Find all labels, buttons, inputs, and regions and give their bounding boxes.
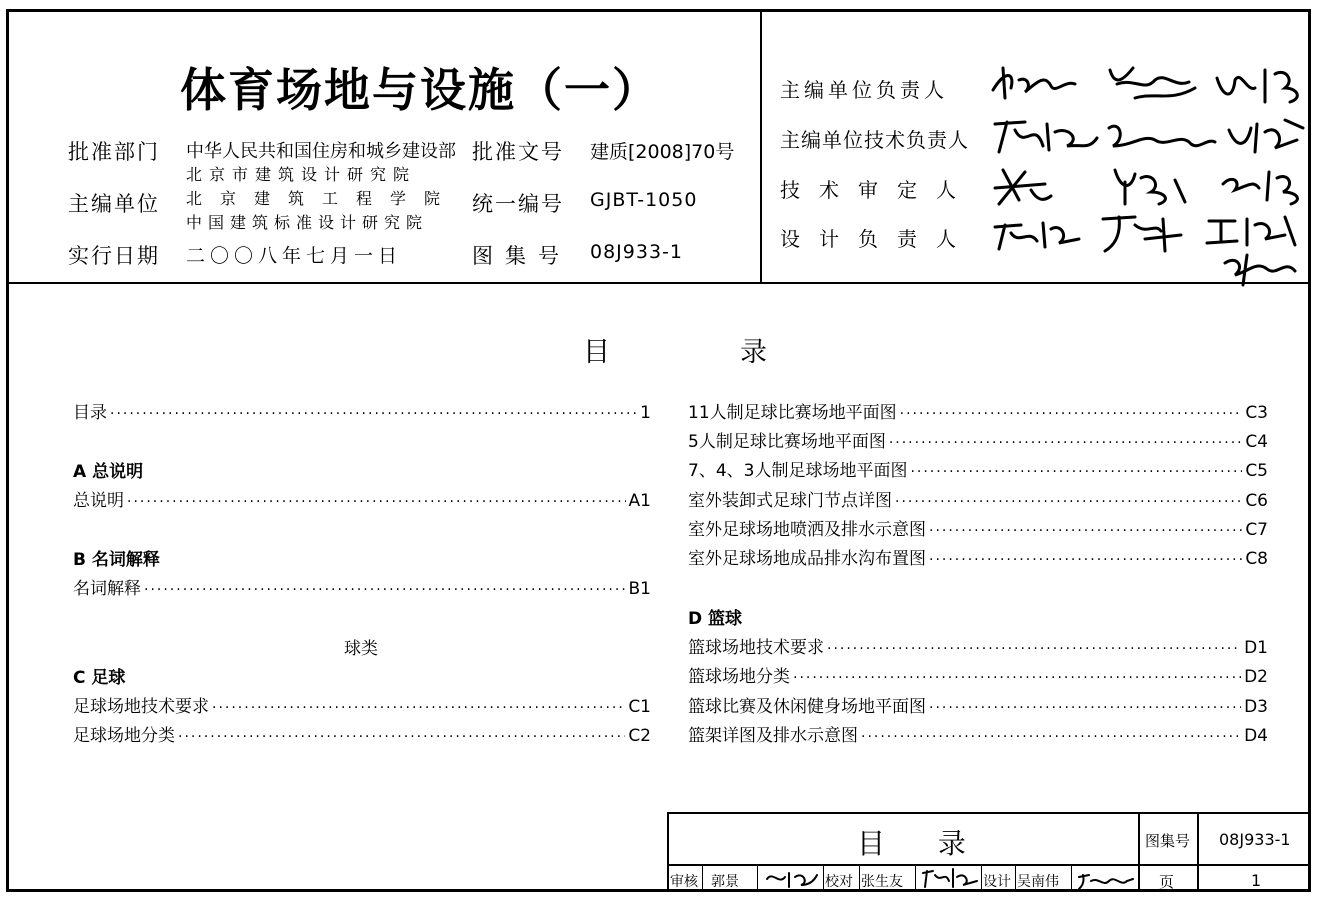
entry-label: 总说明 [73,491,124,511]
entry-page: C4 [1245,432,1268,452]
entry-page: C8 [1245,549,1268,569]
toc-entry-c2[interactable] [73,721,651,746]
design-name: 吴南伟 [1017,874,1059,890]
atlas-number-label: 图集号 [1145,832,1191,850]
effective-date-label: 实行日期 [68,244,160,268]
dot-leader [889,435,1242,451]
dot-leader [900,406,1243,422]
toc-entry-c7[interactable] [688,515,1268,540]
title-block-left [667,812,669,892]
entry-page: D1 [1244,638,1268,658]
toc-entry-c1[interactable] [73,692,651,717]
dot-leader [895,494,1242,510]
entry-page: B1 [628,579,651,599]
page-label: 页 [1159,873,1175,891]
signature-group-2 [985,110,1315,160]
dot-leader [144,582,626,598]
atlas-no-label: 图集号 [472,244,571,268]
dot-leader [861,729,1241,745]
entry-label: 足球场地技术要求 [73,697,209,717]
entry-label: 篮球比赛及休闲健身场地平面图 [688,697,926,717]
entry-page: D3 [1244,697,1268,717]
toc-title-right: 录 [740,337,767,368]
toc-entry-c4[interactable] [688,427,1268,452]
cell-divider [1071,864,1072,892]
entry-page: C3 [1245,403,1268,423]
toc-entry-d4[interactable] [688,721,1268,746]
tech-reviewer-label: 技术审定人 [780,178,975,202]
check-label: 校对 [825,874,853,890]
design-head-label: 设计负责人 [780,227,975,251]
approval-dept: 中华人民共和国住房和城乡建设部 [186,141,456,162]
review-name: 郭景 [711,874,739,890]
chief-unit-tech-head-label: 主编单位技术负责人 [780,128,969,152]
entry-label: 室外足球场地喷洒及排水示意图 [688,520,926,540]
review-signature [763,867,819,891]
entry-label: 11人制足球比赛场地平面图 [688,403,897,423]
toc-entry-c3[interactable] [688,398,1268,423]
entry-page: C6 [1245,491,1268,511]
section-c-heading: C 足球 [73,668,126,688]
entry-label: 篮球场地分类 [688,667,790,687]
entry-page: 1 [640,403,651,423]
entry-label: 7、4、3人制足球场地平面图 [688,461,908,481]
dot-leader [929,523,1242,539]
toc-entry-c8[interactable] [688,544,1268,569]
entry-page: D2 [1244,667,1268,687]
sheet-title: 目 录 [857,827,988,860]
entry-page: D4 [1244,726,1268,746]
entry-label: 目录 [73,403,107,423]
entry-page: C2 [628,726,651,746]
dot-leader [827,641,1241,657]
toc-entry-d3[interactable] [688,692,1268,717]
cell-divider [1015,864,1016,892]
entry-label: 室外足球场地成品排水沟布置图 [688,549,926,569]
signature-group-1 [985,58,1315,108]
group-title-ball-games: 球类 [344,639,378,659]
entry-page: C7 [1245,520,1268,540]
approval-no: 建质[2008]70号 [590,141,735,163]
entry-label: 室外装卸式足球门节点详图 [688,491,892,511]
chief-unit-1: 北京市建筑设计研究院 [186,165,417,184]
dot-leader [929,700,1241,716]
toc-entry-d1[interactable] [688,633,1268,658]
title-block [667,812,1311,892]
cell-divider [757,864,758,892]
title-block-mid [667,864,1311,866]
entry-label: 5人制足球比赛场地平面图 [688,432,886,452]
cell-divider [823,864,824,892]
cell-divider [702,864,703,892]
dot-leader [929,552,1242,568]
dot-leader [910,464,1242,480]
section-b-heading: B 名词解释 [73,550,160,570]
dot-leader [178,729,625,745]
effective-date: 二〇〇八年七月一日 [186,245,403,267]
toc-entry-c5[interactable] [688,456,1268,481]
entry-label: 名词解释 [73,579,141,599]
entry-page: A1 [628,491,651,511]
chief-unit-label: 主编单位 [68,192,160,216]
cell-divider [915,864,916,892]
signature-group-4 [985,205,1315,290]
entry-page: C5 [1245,461,1268,481]
unified-no-label: 统一编号 [472,192,564,216]
chief-unit-head-label: 主编单位负责人 [780,78,948,102]
title-block-split-2 [1197,812,1199,892]
check-signature [919,865,979,891]
atlas-number-value: 08J933-1 [1219,830,1291,849]
unified-no: GJBT-1050 [590,189,698,211]
header-center-divider [760,9,762,283]
dot-leader [127,494,626,510]
toc-entry-contents[interactable] [73,398,651,423]
signature-group-3 [985,160,1315,210]
approval-no-label: 批准文号 [472,140,564,164]
atlas-no: 08J933-1 [590,241,683,263]
dot-leader [212,700,625,716]
toc-entry-c6[interactable] [688,486,1268,511]
atlas-title: 体育场地与设施（一） [180,63,660,117]
dot-leader [110,406,637,422]
toc-entry-d2[interactable] [688,662,1268,687]
toc-entry-b1[interactable] [73,574,651,599]
design-signature [1075,867,1135,891]
design-label: 设计 [983,874,1011,890]
entry-label: 篮架详图及排水示意图 [688,726,858,746]
entry-page: C1 [628,697,651,717]
title-block-split-1 [1138,812,1140,892]
check-name: 张生友 [861,874,903,890]
cell-divider [981,864,982,892]
toc-title-left: 目 [583,337,610,368]
toc-entry-a1[interactable] [73,486,651,511]
entry-label: 篮球场地技术要求 [688,638,824,658]
entry-label: 足球场地分类 [73,726,175,746]
review-label: 审核 [670,874,698,890]
section-d-heading: D 篮球 [688,609,743,629]
title-block-top [667,812,1311,814]
dot-leader [793,670,1241,686]
approval-dept-label: 批准部门 [68,140,160,164]
chief-unit-3: 中国建筑标准设计研究院 [186,213,429,232]
section-a-heading: A 总说明 [73,462,144,482]
cell-divider [859,864,860,892]
chief-unit-2: 北京建筑工程学院 [186,189,459,208]
page-value: 1 [1251,871,1262,890]
